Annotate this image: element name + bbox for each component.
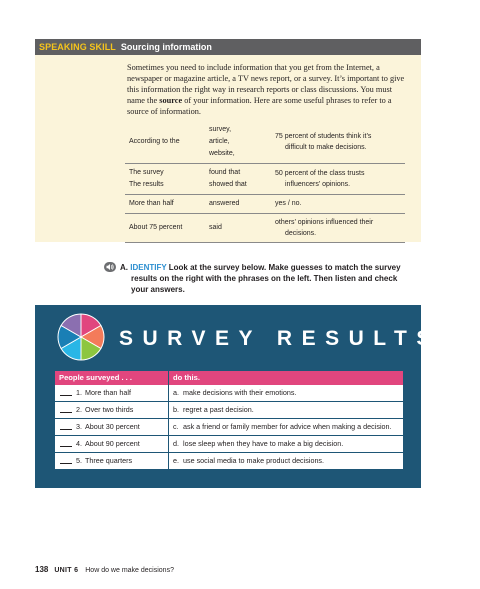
phrases-cell-c3	[271, 195, 405, 214]
phrase-text: answered	[209, 200, 240, 207]
answer-blank[interactable]	[60, 422, 72, 430]
phrase-text: others’ opinions influenced their	[275, 219, 374, 226]
survey-row-left	[55, 419, 169, 435]
phrase-text: yes / no.	[275, 200, 302, 207]
phrases-cell-c1	[125, 121, 205, 164]
phrase-text: The survey	[129, 169, 164, 176]
people-surveyed-text: About 30 percent	[85, 422, 140, 431]
do-this-text: regret a past decision.	[183, 405, 254, 414]
activity-text: Look at the survey below. Make guesses to match the survey results on the right with the phrases on the left. Then listen and check your answers.	[131, 263, 401, 294]
skill-title: Sourcing information	[120, 42, 212, 52]
option-letter: c.	[173, 422, 179, 431]
audio-icon[interactable]	[104, 262, 116, 272]
survey-row	[55, 436, 403, 453]
phrase-text: website,	[209, 150, 235, 157]
skill-tag: SPEAKING SKILL	[39, 42, 116, 52]
phrase-text: The results	[129, 181, 164, 188]
activity-letter: A.	[120, 263, 128, 272]
phrase-text: difficult to make decisions.	[285, 144, 367, 151]
survey-row-left	[55, 453, 169, 469]
people-surveyed-text: Over two thirds	[85, 405, 134, 414]
option-letter: e.	[173, 456, 179, 465]
phrase-text: article,	[209, 138, 230, 145]
activity-instruction	[105, 262, 415, 295]
page-footer	[35, 565, 174, 574]
speaking-skill-box	[35, 39, 421, 242]
phrases-row	[125, 214, 405, 243]
phrase-text: About 75 percent	[129, 224, 183, 231]
row-number: 5.	[76, 456, 82, 465]
answer-blank[interactable]	[60, 405, 72, 413]
phrase-text: influencers’ opinions.	[285, 181, 351, 188]
survey-results-panel	[35, 305, 440, 488]
phrases-cell-c2	[205, 214, 271, 243]
answer-blank[interactable]	[60, 456, 72, 464]
phrases-cell-c2	[205, 121, 271, 164]
phrases-row	[125, 164, 405, 195]
survey-row	[55, 385, 403, 402]
phrases-cell-c1	[125, 164, 205, 195]
phrases-cell-c3	[271, 214, 405, 243]
phrase-text: 50 percent of the class trusts	[275, 170, 365, 177]
phrase-text: showed that	[209, 181, 247, 188]
answer-blank[interactable]	[60, 439, 72, 447]
survey-row	[55, 453, 403, 469]
answer-blank[interactable]	[60, 388, 72, 396]
survey-title: SURVEY RESULTS	[119, 327, 440, 350]
phrase-text: According to the	[129, 138, 180, 145]
people-surveyed-text: More than half	[85, 388, 131, 397]
row-number: 1.	[76, 388, 82, 397]
survey-table-header	[55, 371, 403, 385]
option-letter: b.	[173, 405, 179, 414]
phrases-cell-c2	[205, 195, 271, 214]
survey-row-right	[169, 436, 403, 452]
unit-question: How do we make decisions?	[85, 567, 174, 574]
skill-intro-bold: source	[159, 96, 183, 105]
survey-row-right	[169, 402, 403, 418]
do-this-text: ask a friend or family member for advice when making a decision.	[183, 422, 392, 431]
phrase-text: decisions.	[285, 230, 317, 237]
phrase-text: 75 percent of students think it’s	[275, 133, 372, 140]
row-number: 2.	[76, 405, 82, 414]
do-this-text: make decisions with their emotions.	[183, 388, 297, 397]
skill-intro: Sometimes you need to include information that you get from the Internet, a newspaper or magazine article, a TV news report, or a survey. It’s important to give this information the right way in research reports or class discussions. You must name the source of your information. Here are some useful phrases to refer to a source of information.	[127, 63, 405, 116]
unit-label: UNIT 6	[54, 567, 79, 574]
phrases-cell-c1	[125, 195, 205, 214]
do-this-text: lose sleep when they have to make a big decision.	[183, 439, 344, 448]
option-letter: d.	[173, 439, 179, 448]
phrases-cell-c2	[205, 164, 271, 195]
survey-row	[55, 402, 403, 419]
phrases-cell-c3	[271, 164, 405, 195]
phrases-cell-c1	[125, 214, 205, 243]
phrase-text: found that	[209, 169, 241, 176]
survey-row-left	[55, 402, 169, 418]
survey-row	[55, 419, 403, 436]
survey-row-right	[169, 385, 403, 401]
skill-header	[35, 39, 421, 55]
row-number: 3.	[76, 422, 82, 431]
phrases-cell-c3	[271, 121, 405, 164]
header-do-this: do this.	[173, 373, 200, 382]
row-number: 4.	[76, 439, 82, 448]
pie-chart-icon	[57, 313, 105, 361]
survey-table	[55, 371, 403, 469]
survey-row-right	[169, 419, 403, 435]
phrase-text: survey,	[209, 126, 232, 133]
survey-row-right	[169, 453, 403, 469]
do-this-text: use social media to make product decisions.	[183, 456, 325, 465]
survey-row-left	[55, 436, 169, 452]
people-surveyed-text: About 90 percent	[85, 439, 140, 448]
activity-keyword: IDENTIFY	[130, 263, 167, 272]
page-number: 138	[35, 565, 49, 574]
header-people-surveyed: People surveyed . . .	[55, 371, 169, 385]
survey-row-left	[55, 385, 169, 401]
phrase-text: said	[209, 224, 222, 231]
phrases-table	[125, 121, 405, 243]
option-letter: a.	[173, 388, 179, 397]
people-surveyed-text: Three quarters	[85, 456, 133, 465]
phrase-text: More than half	[129, 200, 174, 207]
phrases-row	[125, 195, 405, 214]
phrases-row	[125, 121, 405, 164]
